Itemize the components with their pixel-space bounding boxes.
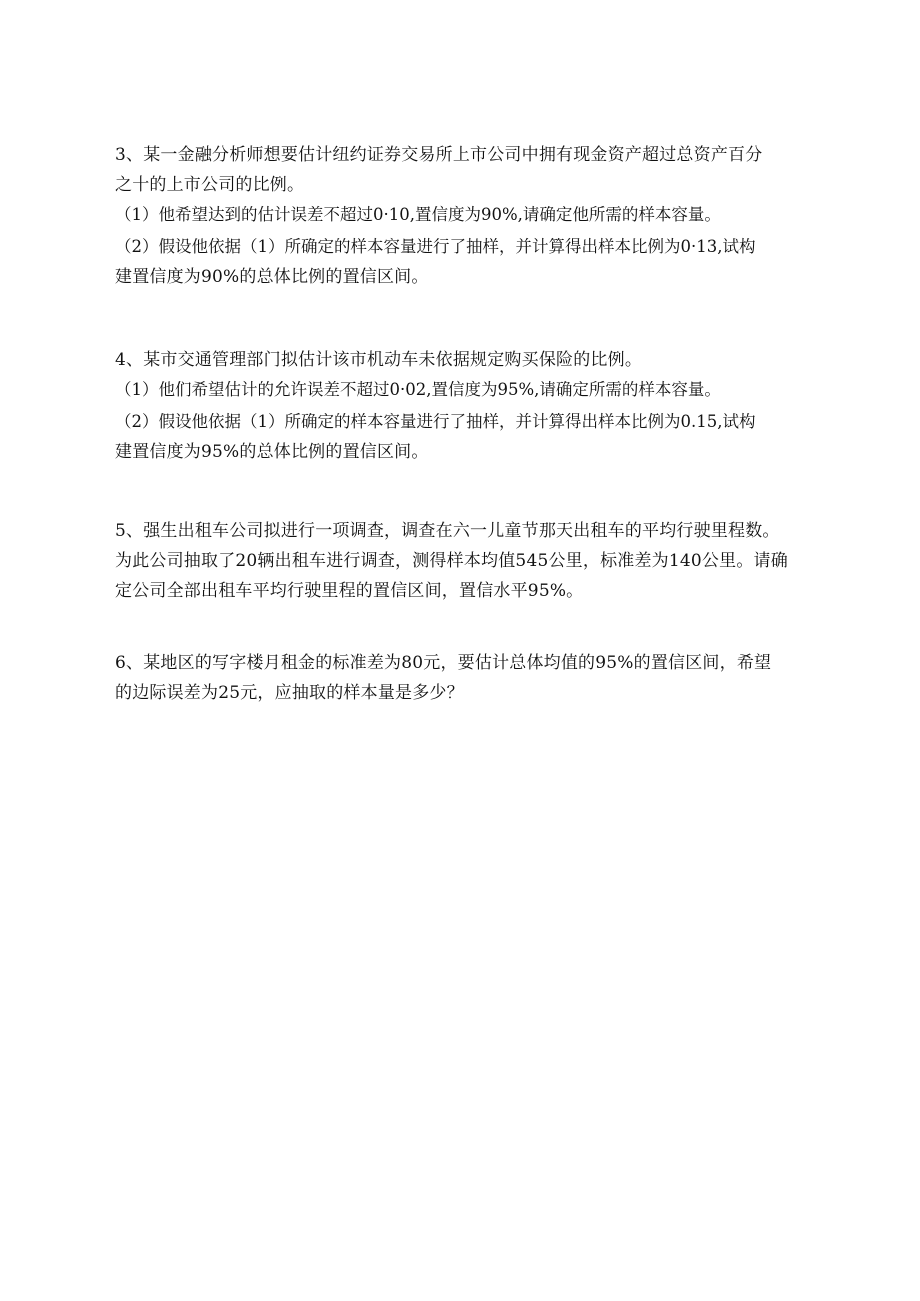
problem-3-stem-line-1: 3、某一金融分析师想要估计纽约证券交易所上市公司中拥有现金资产超过总资产百分 [115, 145, 763, 165]
problem-6 [115, 648, 771, 708]
problem-4-sub-2-line-1: （2）假设他依据（1）所确定的样本容量进行了抽样，并计算得出样本比例为0.15,试构 [115, 412, 756, 431]
problem-5-stem-line-3: 定公司全部出租车平均行驶里程的置信区间，置信水平95%。 [115, 581, 584, 601]
problem-3-sub-2-line-2: 建置信度为90%的总体比例的置信区间。 [115, 267, 429, 287]
problem-3 [115, 140, 762, 292]
problem-4-sub-2-line-2: 建置信度为95%的总体比例的置信区间。 [115, 442, 429, 462]
problem-5-stem-line-2: 为此公司抽取了20辆出租车进行调查，测得样本均值545公里，标准差为140公里。请确 [115, 551, 788, 571]
problem-4-sub-1: （1）他们希望估计的允许误差不超过0·02,置信度为95%,请确定所需的样本容量。 [115, 380, 721, 399]
problem-3-sub-1: （1）他希望达到的估计误差不超过0·10,置信度为90%,请确定他所需的样本容量。 [115, 205, 721, 224]
problem-4-stem-line-1: 4、某市交通管理部门拟估计该市机动车未依据规定购买保险的比例。 [115, 350, 643, 370]
problem-6-stem-line-2: 的边际误差为25元，应抽取的样本量是多少？ [115, 683, 464, 703]
problem-5 [115, 516, 788, 606]
problem-6-stem-line-1: 6、某地区的写字楼月租金的标准差为80元，要估计总体均值的95%的置信区间，希望 [115, 653, 772, 673]
problem-4 [115, 345, 755, 467]
problem-5-stem-line-1: 5、强生出租车公司拟进行一项调查，调查在六一儿童节那天出租车的平均行驶里程数。 [115, 521, 780, 541]
problem-3-stem-line-2: 之十的上市公司的比例。 [115, 175, 305, 195]
problem-3-sub-2-line-1: （2）假设他依据（1）所确定的样本容量进行了抽样，并计算得出样本比例为0·13,试构 [115, 237, 756, 256]
